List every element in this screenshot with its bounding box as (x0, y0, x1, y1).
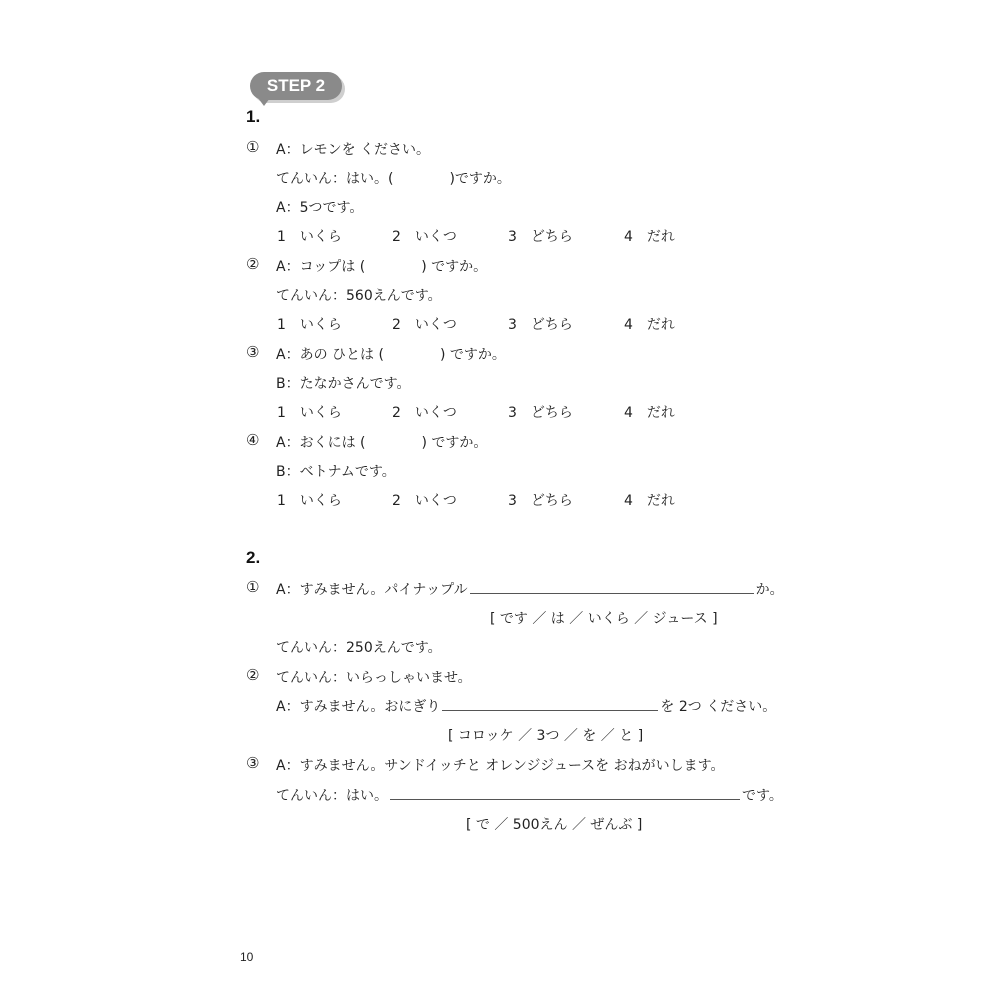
page-number: 10 (240, 950, 254, 964)
dialogue-line (276, 579, 784, 599)
dialogue-line: てんいん：はい。( )ですか。 (276, 171, 511, 187)
step-badge: STEP 2 (250, 72, 342, 100)
word-bank: [ です ／ は ／ いくら ／ ジュース ] (490, 611, 718, 627)
dialogue-line: A：レモンを ください。 (276, 142, 431, 158)
word-bank: [ で ／ 500えん ／ ぜんぶ ] (466, 817, 643, 833)
dialogue-line: A：コップは ( ) ですか。 (276, 259, 488, 275)
question-marker: ② (246, 255, 260, 273)
dialogue-line: B：ベトナムです。 (276, 464, 396, 480)
answer-option: 2 いくつ (392, 493, 457, 509)
dialogue-line (276, 785, 783, 805)
answer-option: 4 だれ (624, 493, 675, 509)
dialogue-text: を 2つ ください。 (660, 699, 777, 715)
question-marker: ① (246, 138, 260, 156)
answer-option: 2 いくつ (392, 317, 457, 333)
dialogue-line: A：すみません。サンドイッチと オレンジジュースを おねがいします。 (276, 758, 725, 774)
question-marker: ① (246, 578, 260, 596)
answer-option: 2 いくつ (392, 229, 457, 245)
answer-option: 3 どちら (508, 493, 573, 509)
dialogue-line: A：5つです。 (276, 200, 364, 216)
answer-option: 3 どちら (508, 405, 573, 421)
dialogue-text: か。 (755, 582, 784, 598)
dialogue-text: A：すみません。パイナップル (276, 582, 468, 598)
answer-option: 4 だれ (624, 317, 675, 333)
dialogue-line (276, 696, 776, 716)
dialogue-line: A：おくには ( ) ですか。 (276, 435, 488, 451)
answer-option: 1 いくら (277, 493, 342, 509)
answer-option: 1 いくら (277, 317, 342, 333)
answer-option: 4 だれ (624, 405, 675, 421)
answer-blank[interactable] (390, 785, 740, 800)
answer-option: 4 だれ (624, 229, 675, 245)
answer-option: 3 どちら (508, 229, 573, 245)
answer-option: 2 いくつ (392, 405, 457, 421)
section-2-heading: 2. (246, 548, 261, 567)
section-1-heading: 1. (246, 107, 261, 126)
dialogue-text: てんいん：はい。 (276, 788, 388, 804)
word-bank: [ コロッケ ／ 3つ ／ を ／ と ] (448, 728, 644, 744)
question-marker: ② (246, 666, 260, 684)
answer-option: 1 いくら (277, 405, 342, 421)
question-marker: ③ (246, 343, 260, 361)
question-marker: ③ (246, 754, 260, 772)
dialogue-line: B：たなかさんです。 (276, 376, 411, 392)
answer-blank[interactable] (442, 696, 658, 711)
dialogue-line: てんいん：250えんです。 (276, 640, 442, 656)
dialogue-line: てんいん：560えんです。 (276, 288, 442, 304)
dialogue-text: A：すみません。おにぎり (276, 699, 441, 715)
question-marker: ④ (246, 431, 260, 449)
dialogue-line: A：あの ひとは ( ) ですか。 (276, 347, 506, 363)
answer-option: 3 どちら (508, 317, 573, 333)
answer-option: 1 いくら (277, 229, 342, 245)
dialogue-line: てんいん：いらっしゃいませ。 (276, 670, 472, 686)
dialogue-text: です。 (742, 788, 783, 804)
answer-blank[interactable] (470, 579, 754, 594)
